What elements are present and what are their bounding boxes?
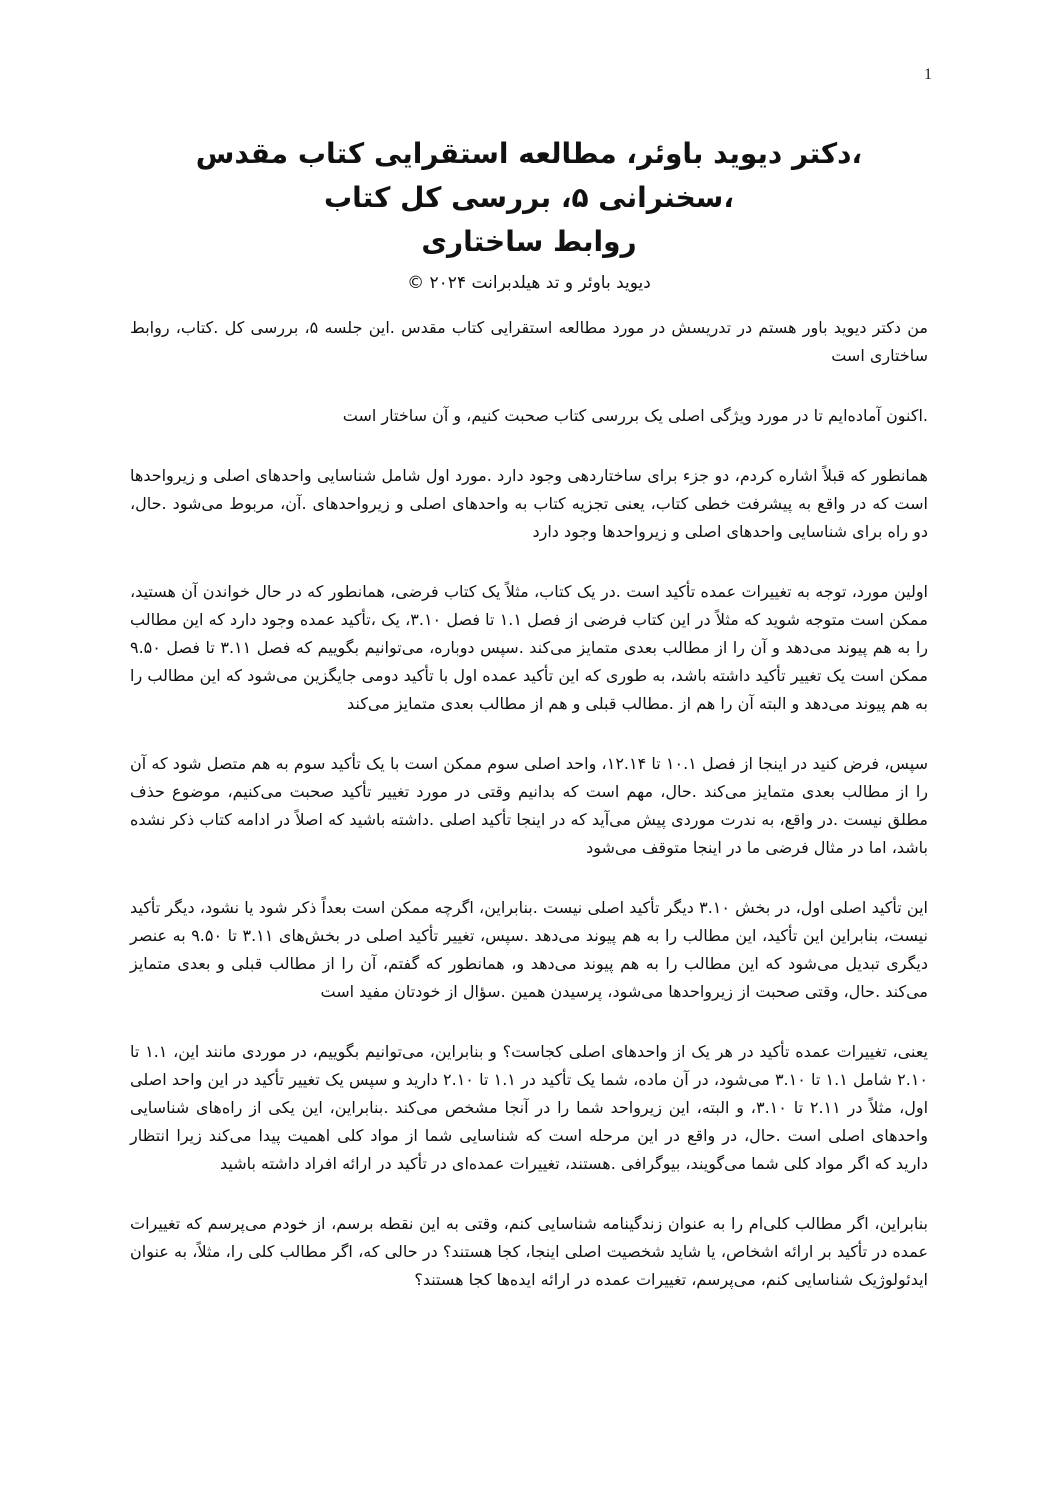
- page-number: 1: [924, 66, 932, 83]
- title-line-2: ،سخنرانی ۵، بررسی کل کتاب: [324, 181, 734, 214]
- paragraph-4: اولین مورد، توجه به تغییرات عمده تأکید است .در یک کتاب، مثلاً یک کتاب فرضی، همانطور که در حال خواندن آن هستید، ممکن است متوجه شوید که مثلاً در این کتاب فرضی از فصل ۱.۱ تا فصل ۳.۱۰، یک ،تأکید عمده وجود دارد که این مطالب را به هم پیوند می‌دهد و آن را از مطالب بعدی متمایز می‌کند .سپس دوباره، می‌توانیم بگوییم که فصل ۳.۱۱ تا فصل ۹.۵۰ ممکن است یک تغییر تأکید داشته باشد، به طوری که این تأکید عمده اول با تأکید دومی جایگزین می‌شود که این مطالب را به هم پیوند می‌دهد و البته آن را هم از .مطالب قبلی و هم از مطالب بعدی متمایز می‌کند: [130, 582, 929, 713]
- title-line-3: روابط ساختاری: [421, 225, 637, 258]
- paragraph-2: .اکنون آماده‌ایم تا در مورد ویژگی اصلی یک بررسی کتاب صحبت کنیم، و آن ساختار است: [342, 406, 928, 425]
- paragraph-7: یعنی، تغییرات عمده تأکید در هر یک از واحدهای اصلی کجاست؟ و بنابراین، می‌توانیم بگوییم، در موردی مانند این، ۱.۱ تا ۲.۱۰ شامل ۱.۱ تا ۳.۱۰ می‌شود، در آن ماده، شما یک تأکید در ۱.۱ تا ۲.۱۰ دارید و سپس یک تغییر تأکید در این واحد اصلی اول، مثلاً در ۲.۱۱ تا ۳.۱۰، و البته، این زیرواحد شما را در آنجا مشخص می‌کند .بنابراین، این یکی از راه‌های شناسایی واحدهای اصلی است .حال، در واقع در این مرحله است که شناسایی شما از مواد کلی اهمیت پیدا می‌کند زیرا انتظار دارید که اگر مواد کلی شما می‌گویند، بیوگرافی .هستند، تغییرات عمده‌ای در تأکید در ارائه افراد داشته باشید: [130, 1042, 929, 1173]
- body-text: [130, 314, 928, 1326]
- paragraph-5: سپس، فرض کنید در اینجا از فصل ۱۰.۱ تا ۱۲.۱۴، واحد اصلی سوم ممکن است با یک تأکید سوم به هم متصل شود که آن را از مطالب بعدی متمایز می‌کند .حال، مهم است که بدانیم وقتی در مورد تغییر تأکید صحبت می‌کنیم، موضوع حذف مطلق نیست .در واقع، به ندرت موردی پیش می‌آید که در اینجا تأکید اصلی .داشته باشید که اصلاً در ادامه کتاب ذکر نشده باشد، اما در مثال فرضی ما در اینجا متوقف می‌شود: [130, 754, 929, 857]
- paragraph-3: همانطور که قبلاً اشاره کردم، دو جزء برای ساختاردهی وجود دارد .مورد اول شامل شناسایی واحدهای اصلی و زیرواحدها است که در واقع به پیشرفت خطی کتاب، یعنی تجزیه کتاب به واحدهای اصلی و زیرواحدهای .آن، مربوط می‌شود .حال، دو راه برای شناسایی واحدهای اصلی و زیرواحدها وجود دارد: [130, 466, 928, 541]
- title-block: [130, 132, 928, 298]
- paragraph-8: بنابراین، اگر مطالب کلی‌ام را به عنوان زندگینامه شناسایی کنم، وقتی به این نقطه برسم، از خودم می‌پرسم که تغییرات عمده در تأکید بر ارائه اشخاص، یا شاید شخصیت اصلی اینجا، کجا هستند؟ در حالی که، اگر مطالب کلی را، مثلاً، به عنوان ایدئولوژیک شناسایی کنم، می‌پرسم، تغییرات عمده در ارائه ایده‌ها کجا هستند؟: [130, 1214, 928, 1289]
- title-line-1: ،دکتر دیوید باوئر، مطالعه استقرایی کتاب مقدس: [195, 137, 863, 170]
- paragraph-6: این تأکید اصلی اول، در بخش ۳.۱۰ دیگر تأکید اصلی نیست .بنابراین، اگرچه ممکن است بعداً ذکر شود یا نشود، دیگر تأکید نیست، بنابراین این تأکید، این مطالب را به هم پیوند می‌دهد .سپس، تغییر تأکید اصلی در بخش‌های ۳.۱۱ تا ۹.۵۰ به عنصر دیگری تبدیل می‌شود که این مطالب را به هم پیوند می‌دهد و، همانطور که گفتم، آن را از مطالب قبلی و بعدی متمایز می‌کند .حال، وقتی صحبت از زیرواحدها می‌شود، پرسیدن همین .سؤال از خودتان مفید است: [130, 898, 929, 1001]
- paragraph-1: من دکتر دیوید باور هستم در تدریسش در مورد مطالعه استقرایی کتاب مقدس .این جلسه ۵، بررسی کل .کتاب، روابط ساختاری است: [130, 318, 929, 365]
- copyright-line: دیوید باوئر و تد هیلدبرانت ۲۰۲۴ ©: [407, 273, 651, 293]
